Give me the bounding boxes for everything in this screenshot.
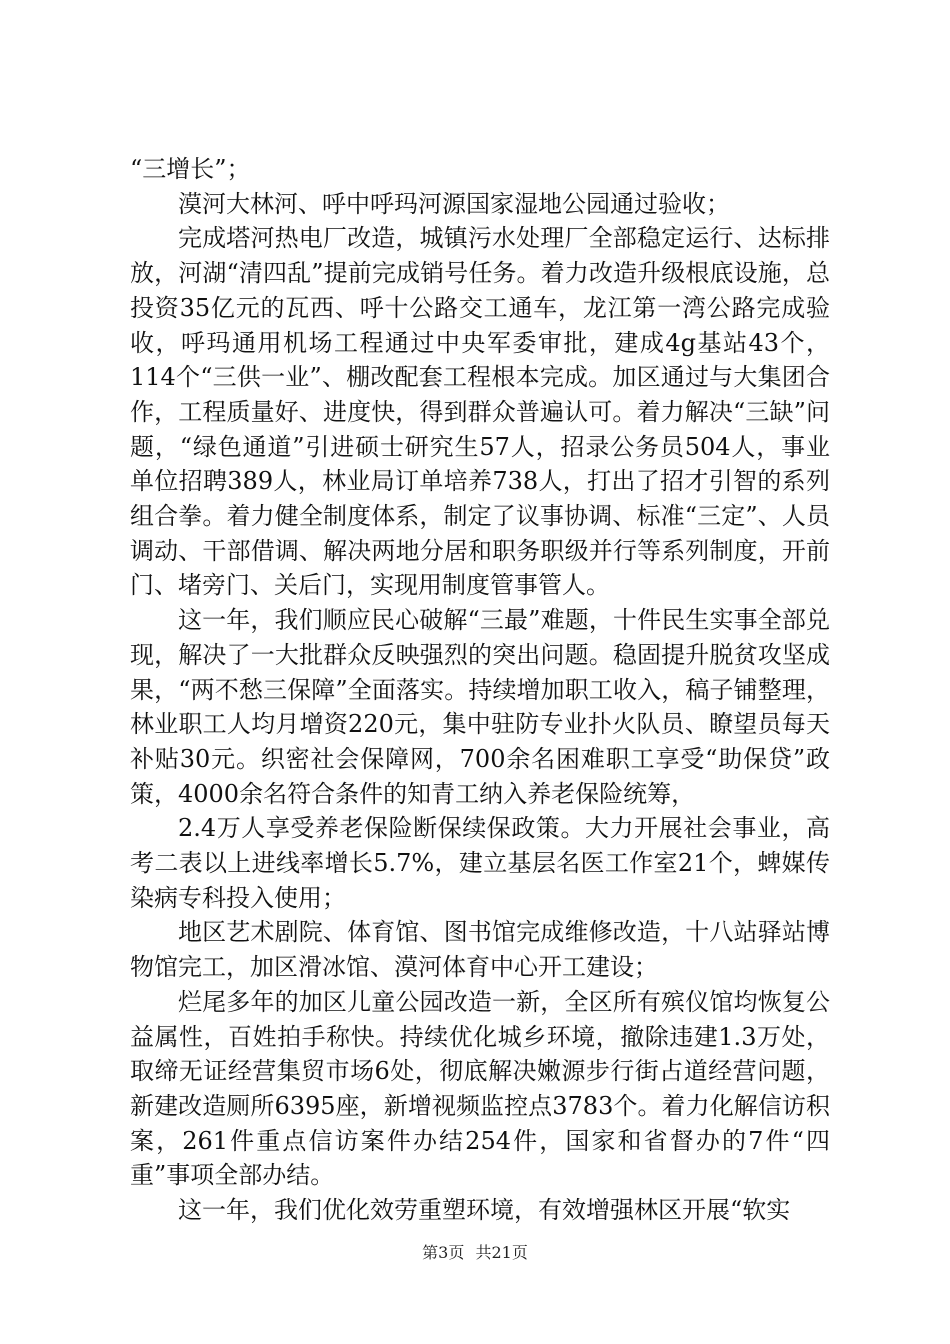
paragraph-6: 地区艺术剧院、体育馆、图书馆完成维修改造，十八站驿站博物馆完工，加区滑冰馆、漠河体育中心开工建设； xyxy=(130,918,830,982)
paragraph-7: 烂尾多年的加区儿童公园改造一新，全区所有殡仪馆均恢复公益属性，百姓拍手称快。持续优化城乡环境，撤除违建1.3万处，取缔无证经营集贸市场6处，彻底解决嫩源步行街占道经营问题，新建改造厕所6395座，新增视频监控点3783个。着力化解信访积案，261件重点信访案件办结254件，国家和省督办的7件“四重”事项全部办结。 xyxy=(130,987,830,1190)
document-body xyxy=(130,152,830,1228)
total-page-count: 共21页 xyxy=(475,1243,528,1262)
paragraph-3: 完成塔河热电厂改造，城镇污水处理厂全部稳定运行、达标排放，河湖“清四乱”提前完成销号任务。着力改造升级根底设施，总投资35亿元的瓦西、呼十公路交工通车，龙江第一湾公路完成验收，呼玛通用机场工程通过中央军委审批，建成4g基站43个，114个“三供一业”、棚改配套工程根本完成。加区通过与大集团合作，工程质量好、进度快，得到群众普遍认可。着力解决“三缺”问题，“绿色通道”引进硕士研究生57人，招录公务员504人，事业单位招聘389人，林业局订单培养738人，打出了招才引智的系列组合拳。着力健全制度体系，制定了议事协调、标准“三定”、人员调动、干部借调、解决两地分居和职务职级并行等系列制度，开前门、堵旁门、关后门，实现用制度管事管人。 xyxy=(130,224,830,600)
paragraph-1: “三增长”； xyxy=(130,155,251,183)
paragraph-5: 2.4万人享受养老保险断保续保政策。大力开展社会事业，高考二表以上进线率增长5.7%，建立基层名医工作室21个，蜱媒传染病专科投入使用； xyxy=(130,814,830,912)
current-page-number: 第3页 xyxy=(422,1243,465,1262)
page-footer xyxy=(0,1243,950,1263)
paragraph-8: 这一年，我们优化效劳重塑环境，有效增强林区开展“软实 xyxy=(178,1196,791,1225)
paragraph-2: 漠河大林河、呼中呼玛河源国家湿地公园通过验收； xyxy=(178,189,730,218)
paragraph-4: 这一年，我们顺应民心破解“三最”难题，十件民生实事全部兑现，解决了一大批群众反映强烈的突出问题。稳固提升脱贫攻坚成果，“两不愁三保障”全面落实。持续增加职工收入，稿子铺整理，林业职工人均月增资220元，集中驻防专业扑火队员、瞭望员每天补贴30元。织密社会保障网，700余名困难职工享受“助保贷”政策，4000余名符合条件的知青工纳入养老保险统筹， xyxy=(130,606,830,808)
